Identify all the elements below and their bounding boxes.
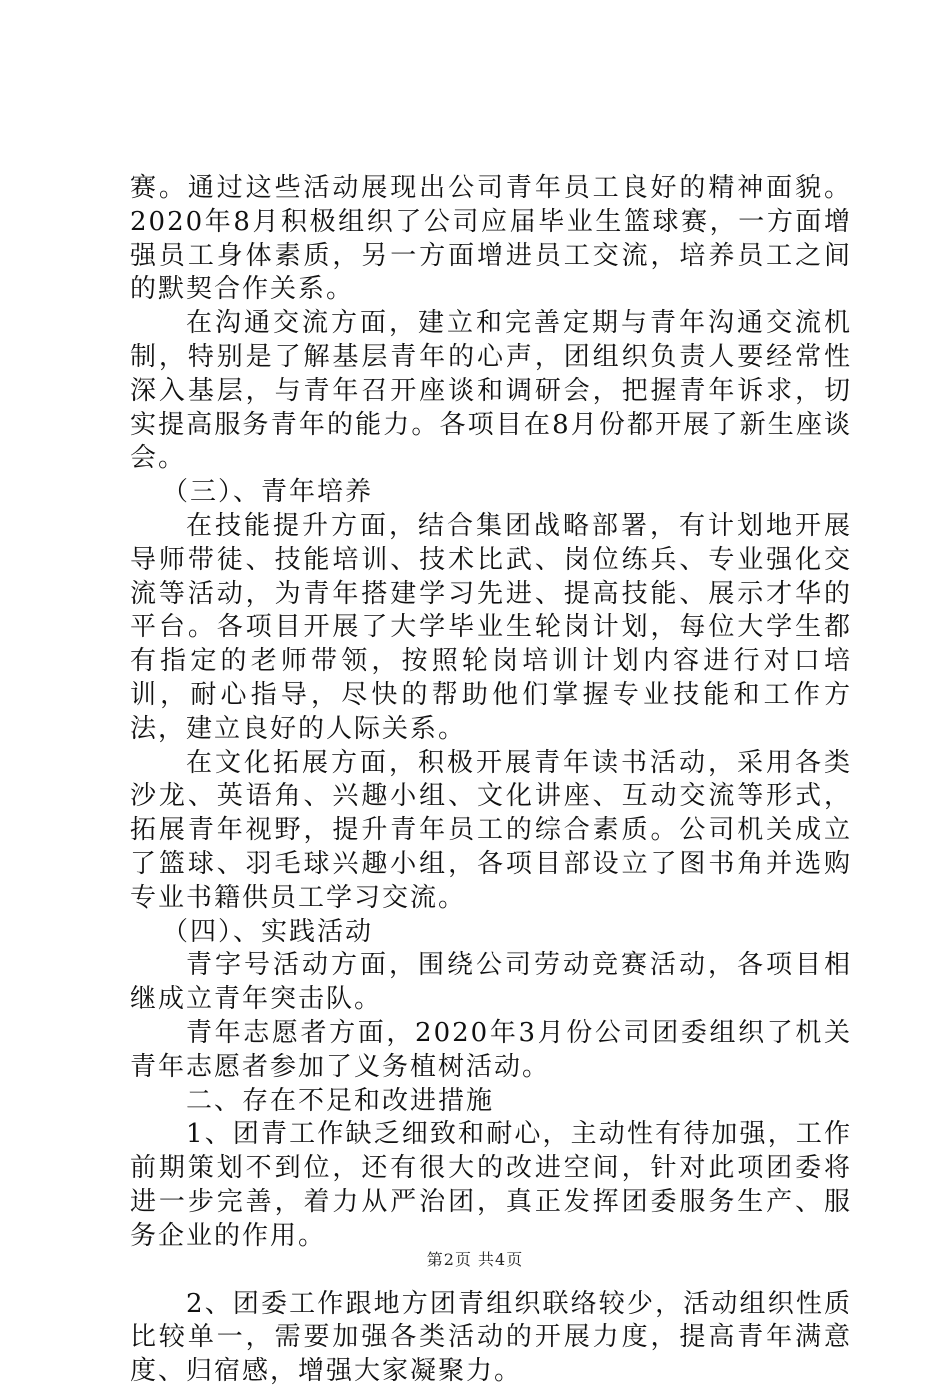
paragraph-youth-brand-activities: 青字号活动方面，围绕公司劳动竞赛活动，各项目相继成立青年突击队。 [130,950,852,1015]
document-body [130,172,852,1389]
paragraph-cultural-expansion: 在文化拓展方面，积极开展青年读书活动，采用各类沙龙、英语角、兴趣小组、文化讲座、互动交流等形式，拓展青年视野，提升青年员工的综合素质。公司机关成立了篮球、羽毛球兴趣小组，各项目部设立了图书角并选购专业书籍供员工学习交流。 [130,747,852,913]
section-heading-youth-training: （三）、青年培养 [162,477,374,508]
section-heading-shortcomings: 二、存在不足和改进措施 [186,1085,495,1116]
section-heading-practice-activities: （四）、实践活动 [162,916,374,947]
paragraph-skill-improvement: 在技能提升方面，结合集团战略部署，有计划地开展导师带徒、技能培训、技术比武、岗位练兵、专业强化交流等活动，为青年搭建学习先进、提高技能、展示才华的平台。各项目开展了大学毕业生轮岗计划，每位大学生都有指定的老师带领，按照轮岗培训计划内容进行对口培训，耐心指导，尽快的帮助他们掌握专业技能和工作方法，建立良好的人际关系。 [130,510,852,744]
paragraph-activities-continued: 赛。通过这些活动展现出公司青年员工良好的精神面貌。2020年8月积极组织了公司应届毕业生篮球赛，一方面增强员工身体素质，另一方面增进员工交流，培养员工之间的默契合作关系。 [130,173,852,305]
paragraph-shortcoming-1: 1、团青工作缺乏细致和耐心，主动性有待加强，工作前期策划不到位，还有很大的改进空间，针对此项团委将进一步完善，着力从严治团，真正发挥团委服务生产、服务企业的作用。 [130,1119,852,1251]
paragraph-volunteers: 青年志愿者方面，2020年3月份公司团委组织了机关青年志愿者参加了义务植树活动。 [130,1017,852,1082]
paragraph-communication: 在沟通交流方面，建立和完善定期与青年沟通交流机制，特别是了解基层青年的心声，团组织负责人要经常性深入基层，与青年召开座谈和调研会，把握青年诉求，切实提高服务青年的能力。各项目在8月份都开展了新生座谈会。 [130,308,852,474]
paragraph-shortcoming-2: 2、团委工作跟地方团青组织联络较少，活动组织性质比较单一，需要加强各类活动的开展力度，提高青年满意度、归宿感，增强大家凝聚力。 [130,1288,852,1387]
page-number-footer: 第2页 共4页 [426,1250,524,1269]
